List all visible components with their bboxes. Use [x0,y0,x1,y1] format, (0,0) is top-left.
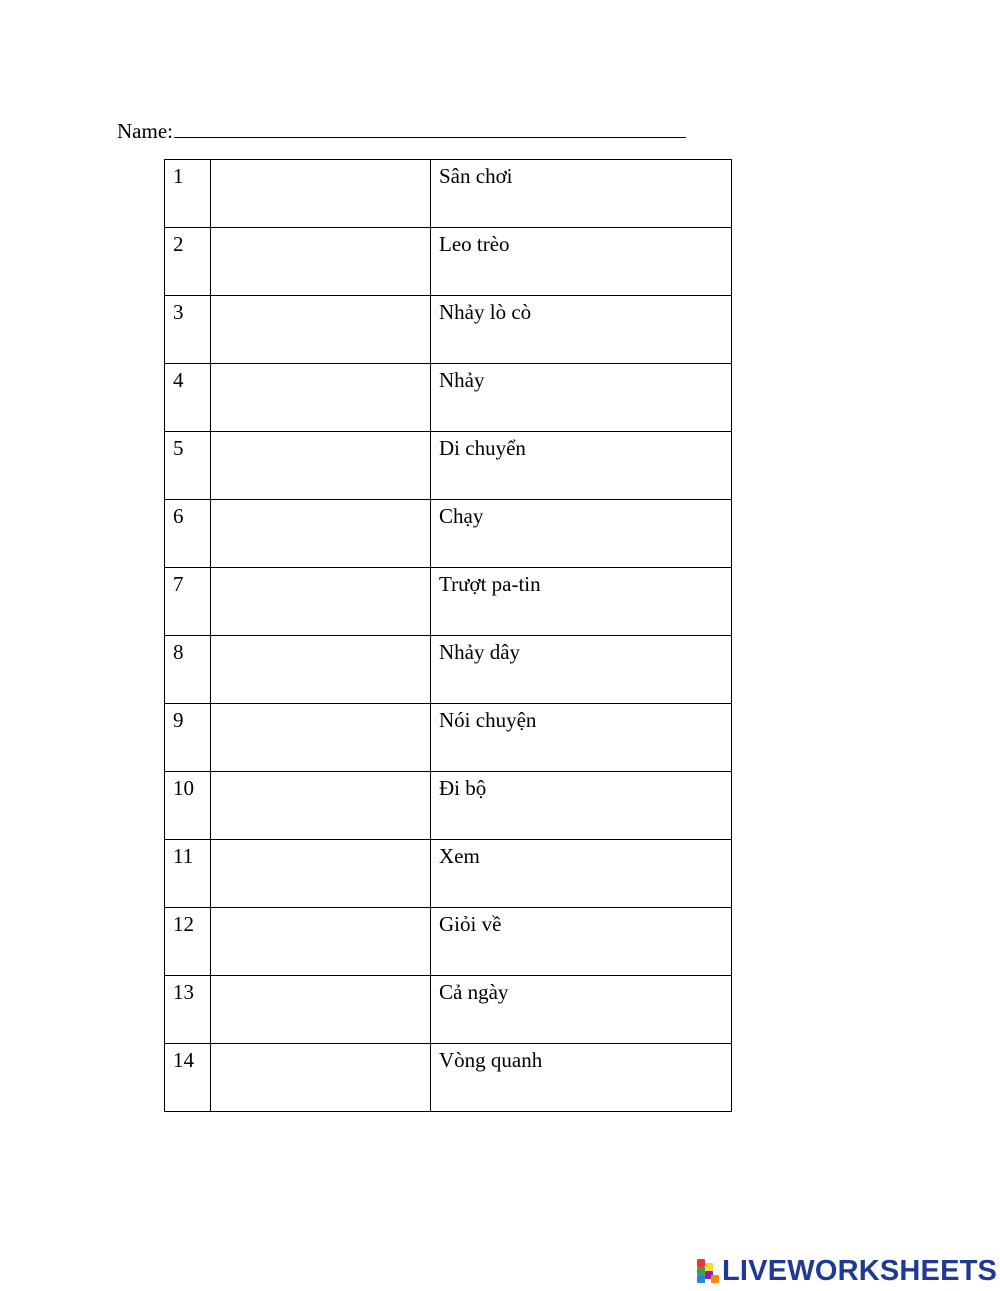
logo-square [697,1267,705,1275]
word-cell [431,364,732,432]
word-cell [431,432,732,500]
table-row [165,228,732,296]
row-number: 3 [173,300,184,324]
row-number: 8 [173,640,184,664]
row-number-cell [165,908,211,976]
name-input[interactable] [174,117,686,138]
vietnamese-word: Di chuyển [439,436,526,460]
row-number-cell [165,976,211,1044]
row-number: 14 [173,1048,194,1072]
row-number-cell [165,228,211,296]
vietnamese-word: Leo trèo [439,232,510,256]
answer-cell[interactable] [211,636,431,704]
vietnamese-word: Nhảy dây [439,640,521,664]
table-row [165,364,732,432]
liveworksheets-logo [697,1256,997,1286]
vietnamese-word: Chạy [439,504,484,528]
logo-square [697,1259,705,1267]
row-number-cell [165,772,211,840]
vietnamese-word: Vòng quanh [439,1048,543,1072]
vietnamese-word: Nói chuyện [439,708,537,732]
word-cell [431,772,732,840]
logo-text: LIVEWORKSHEETS [722,1255,998,1287]
answer-cell[interactable] [211,568,431,636]
row-number: 9 [173,708,184,732]
answer-cell[interactable] [211,976,431,1044]
logo-square [697,1275,705,1283]
vocabulary-table [164,159,732,1112]
row-number: 5 [173,436,184,460]
word-cell [431,976,732,1044]
answer-cell[interactable] [211,704,431,772]
vietnamese-word: Trượt pa-tin [439,572,541,596]
logo-square [711,1275,719,1283]
table-row [165,840,732,908]
word-cell [431,568,732,636]
row-number: 10 [173,776,194,800]
table-row [165,296,732,364]
row-number: 2 [173,232,184,256]
row-number: 13 [173,980,194,1004]
row-number-cell [165,1044,211,1112]
row-number-cell [165,636,211,704]
table-row [165,772,732,840]
row-number-cell [165,840,211,908]
row-number-cell [165,364,211,432]
answer-cell[interactable] [211,432,431,500]
table-row [165,704,732,772]
table-row [165,636,732,704]
row-number: 11 [173,844,194,868]
row-number-cell [165,432,211,500]
answer-cell[interactable] [211,1044,431,1112]
row-number-cell [165,160,211,228]
table-row [165,1044,732,1112]
row-number-cell [165,500,211,568]
row-number: 1 [173,164,184,188]
answer-cell[interactable] [211,500,431,568]
row-number-cell [165,704,211,772]
row-number: 4 [173,368,184,392]
name-label: Name: [117,119,173,143]
row-number: 6 [173,504,184,528]
word-cell [431,296,732,364]
table-row [165,160,732,228]
word-cell [431,228,732,296]
table-row [165,976,732,1044]
table-row [165,908,732,976]
row-number: 12 [173,912,194,936]
row-number-cell [165,568,211,636]
liveworksheets-logo-icon [697,1259,719,1283]
table-row [165,500,732,568]
vietnamese-word: Nhảy [439,368,485,392]
answer-cell[interactable] [211,840,431,908]
word-cell [431,636,732,704]
word-cell [431,704,732,772]
vietnamese-word: Cả ngày [439,980,509,1004]
word-cell [431,840,732,908]
answer-cell[interactable] [211,160,431,228]
row-number: 7 [173,572,184,596]
word-cell [431,500,732,568]
table-row [165,568,732,636]
word-cell [431,908,732,976]
answer-cell[interactable] [211,772,431,840]
table-row [165,432,732,500]
vietnamese-word: Nhảy lò cò [439,300,532,324]
logo-square [705,1263,713,1271]
name-line [117,117,686,144]
answer-cell[interactable] [211,364,431,432]
answer-cell[interactable] [211,296,431,364]
vietnamese-word: Giỏi về [439,912,502,936]
vietnamese-word: Đi bộ [439,776,487,800]
vietnamese-word: Sân chơi [439,164,513,188]
answer-cell[interactable] [211,228,431,296]
answer-cell[interactable] [211,908,431,976]
vietnamese-word: Xem [439,844,480,868]
word-cell [431,1044,732,1112]
row-number-cell [165,296,211,364]
word-cell [431,160,732,228]
